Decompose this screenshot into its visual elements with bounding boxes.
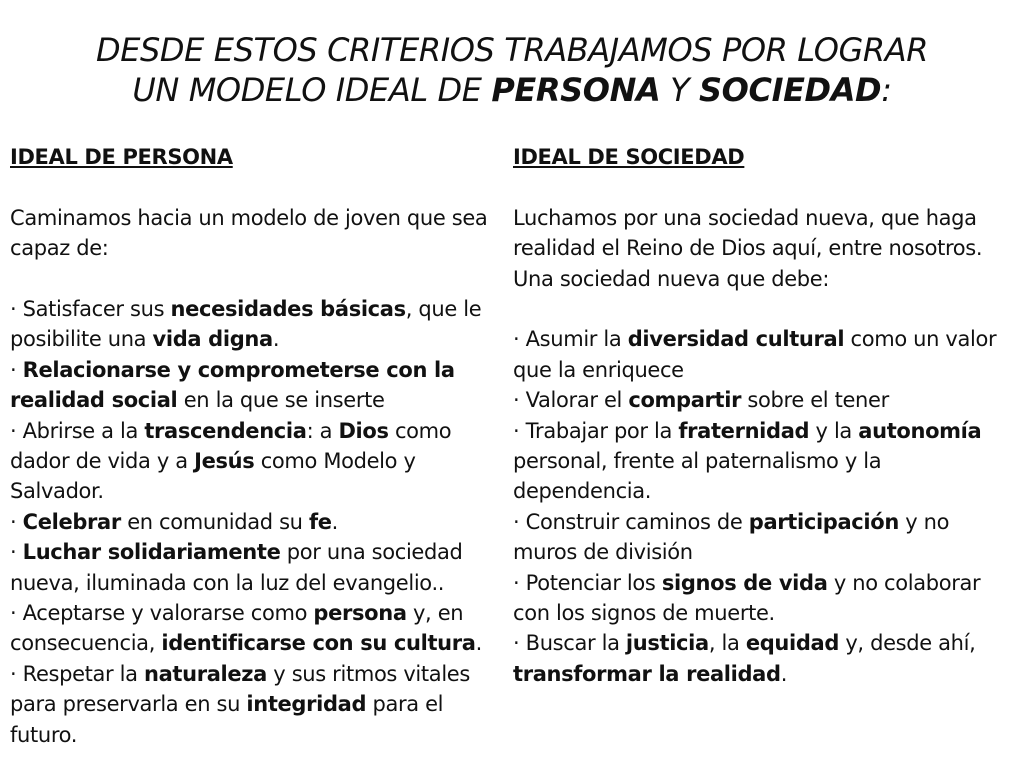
text-run: como Modelo y Salvador. xyxy=(10,449,416,504)
bold-phrase: identificarse con su cultura xyxy=(161,631,476,656)
bullet-item xyxy=(10,355,506,416)
text-run: y la xyxy=(809,418,859,443)
title-keyword-sociedad: SOCIEDAD xyxy=(699,71,882,109)
bullet-item xyxy=(10,659,506,750)
bold-phrase: necesidades básicas xyxy=(170,297,406,321)
text-run: en la que se inserte xyxy=(177,388,385,413)
text-run: . xyxy=(272,327,280,352)
title-text-c: Y xyxy=(660,71,700,109)
bullet-item xyxy=(513,324,1018,385)
spacer xyxy=(513,294,1018,324)
text-run: , la xyxy=(708,631,746,656)
bold-phrase: Luchar solidariamente xyxy=(22,540,281,565)
bullet-item xyxy=(10,416,506,507)
bold-phrase: integridad xyxy=(246,692,367,717)
text-run: y, en consecuencia, xyxy=(10,601,464,656)
text-run: · Asumir la xyxy=(513,327,628,352)
bold-phrase: Celebrar xyxy=(22,509,121,534)
text-run: sobre el tener xyxy=(741,388,889,413)
title-text-a: UN MODELO IDEAL DE xyxy=(132,71,492,109)
text-run: · xyxy=(10,509,23,534)
bullet-item xyxy=(513,507,1018,568)
bullet-item xyxy=(10,294,506,355)
text-run: . xyxy=(475,631,482,656)
text-run: como un valor que la enriquece xyxy=(513,327,997,382)
text-run: · xyxy=(10,540,23,565)
bold-phrase: participación xyxy=(748,509,899,534)
column-ideal-persona xyxy=(10,142,506,750)
bold-phrase: vida digna xyxy=(152,327,273,352)
bold-phrase: Jesús xyxy=(194,449,255,474)
bullet-item xyxy=(513,385,1018,415)
bold-phrase: diversidad cultural xyxy=(627,327,845,352)
text-run: · Buscar la xyxy=(513,631,626,656)
text-run: · Satisfacer sus xyxy=(10,297,171,321)
bullet-item xyxy=(10,507,506,537)
text-run: · Valorar el xyxy=(513,388,629,413)
spacer xyxy=(513,172,1018,202)
bullet-list xyxy=(513,324,1018,689)
bold-phrase: compartir xyxy=(628,388,742,413)
bullet-item xyxy=(10,537,506,598)
bold-phrase: trascendencia xyxy=(144,418,307,443)
column-ideal-sociedad xyxy=(513,142,1018,689)
bold-phrase: signos de vida xyxy=(661,570,828,595)
bold-phrase: fraternidad xyxy=(678,418,810,443)
text-run: . xyxy=(780,661,788,686)
bold-phrase: equidad xyxy=(745,631,840,656)
text-run: · Aceptarse y valorarse como xyxy=(10,601,314,626)
title-line-1: DESDE ESTOS CRITERIOS TRABAJAMOS POR LOGRAR xyxy=(95,31,929,69)
text-run: y sus ritmos vitales para preservarla en su xyxy=(10,661,470,717)
bold-phrase: persona xyxy=(313,601,407,626)
bold-phrase: Relacionarse y comprometerse con la realidad social xyxy=(10,357,455,413)
bold-phrase: Dios xyxy=(338,418,389,443)
bullet-item xyxy=(513,568,1018,629)
column-heading: IDEAL DE PERSONA xyxy=(10,145,233,169)
column-heading: IDEAL DE SOCIEDAD xyxy=(513,145,745,169)
text-run: · xyxy=(10,357,23,382)
text-run: y no muros de división xyxy=(513,509,950,565)
text-run: · Construir caminos de xyxy=(513,509,749,534)
bullet-item xyxy=(513,416,1018,507)
bullet-item xyxy=(513,628,1018,689)
text-run: personal, frente al paternalismo y la dependencia. xyxy=(513,449,882,504)
column-intro: Luchamos por una sociedad nueva, que haga realidad el Reino de Dios aquí, entre nosotros. Una sociedad nueva que debe: xyxy=(513,205,983,291)
text-run: · Trabajar por la xyxy=(513,418,679,443)
bullet-list xyxy=(10,294,506,750)
text-run: para el futuro. xyxy=(10,692,444,747)
spacer xyxy=(10,264,506,294)
slide-title xyxy=(0,30,1024,110)
bold-phrase: fe xyxy=(308,509,332,534)
title-colon: : xyxy=(881,71,892,109)
text-run: y no colaborar con los signos de muerte. xyxy=(513,570,981,626)
bullet-item xyxy=(10,598,506,659)
text-run: · Respetar la xyxy=(10,661,144,686)
column-intro: Caminamos hacia un modelo de joven que sea capaz de: xyxy=(10,205,488,261)
bold-phrase: justicia xyxy=(625,631,709,656)
text-run: como dador de vida y a xyxy=(10,418,452,474)
bold-phrase: autonomía xyxy=(858,418,982,443)
text-run: en comunidad su xyxy=(120,509,309,534)
spacer xyxy=(10,172,506,202)
text-run: : a xyxy=(306,418,339,443)
text-run: por una sociedad nueva, iluminada con la luz del evangelio.. xyxy=(10,540,463,595)
title-keyword-persona: PERSONA xyxy=(491,71,661,109)
text-run: · Abrirse a la xyxy=(10,418,145,443)
text-run: . xyxy=(331,509,338,534)
bold-phrase: transformar la realidad xyxy=(513,661,781,686)
text-run: , que le posibilite una xyxy=(10,297,482,352)
bold-phrase: naturaleza xyxy=(144,661,267,686)
text-run: y, desde ahí, xyxy=(839,631,976,656)
text-run: · Potenciar los xyxy=(513,570,662,595)
title-line-2 xyxy=(0,70,1024,110)
